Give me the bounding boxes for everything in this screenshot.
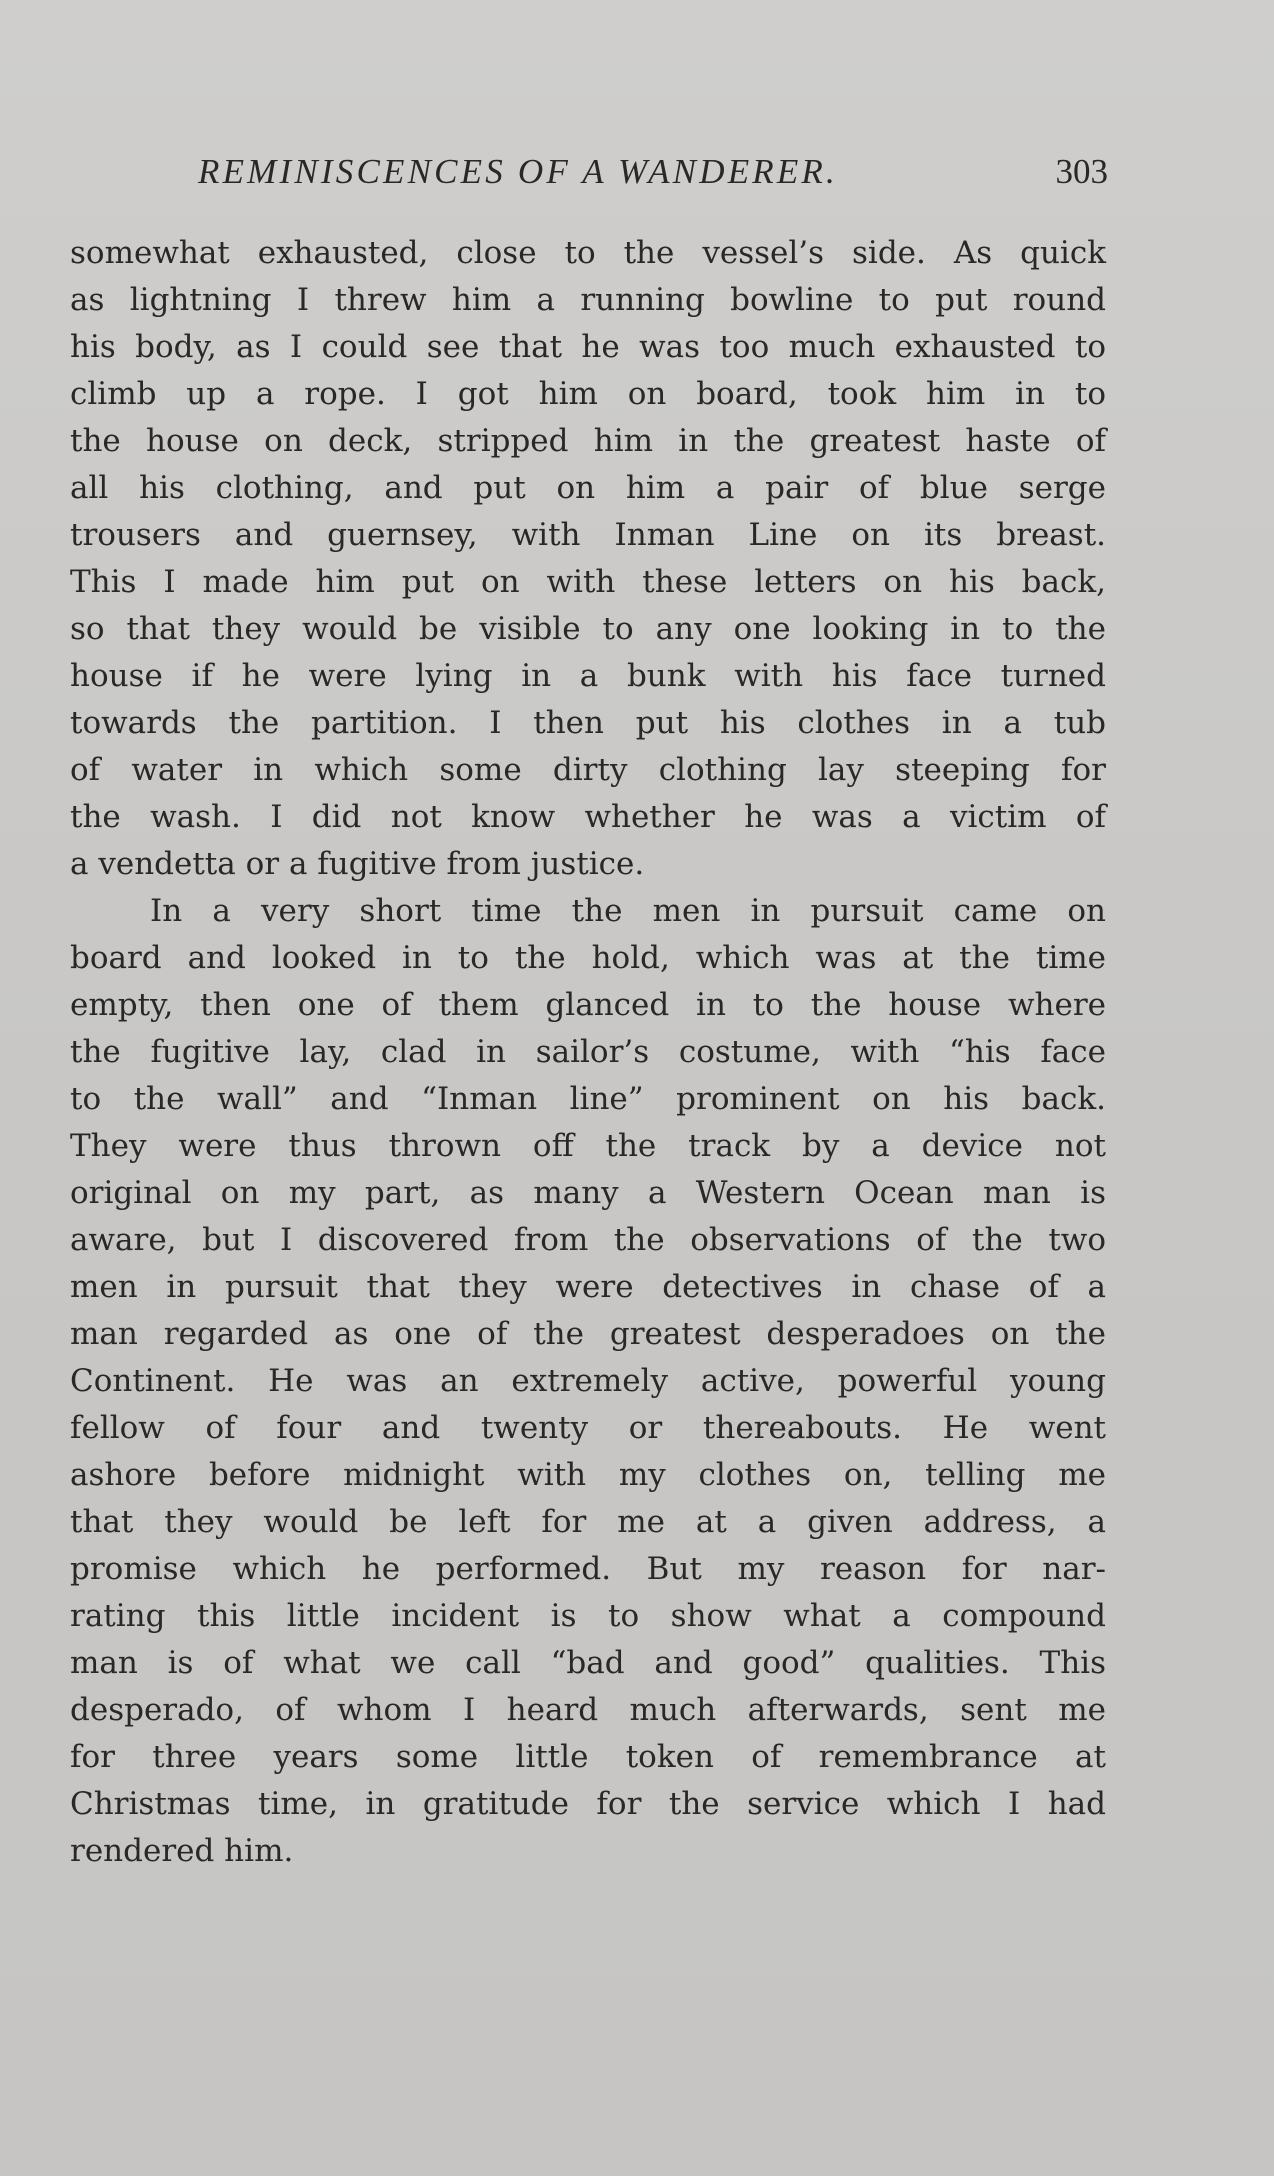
text-line: so that they would be visible to any one looking in to the: [70, 611, 1106, 647]
text-line: man regarded as one of the greatest desperadoes on the: [70, 1316, 1106, 1352]
text-line: as lightning I threw him a running bowline to put round: [70, 282, 1106, 318]
running-title: REMINISCENCES OF A WANDERER.: [198, 152, 838, 191]
text-line: to the wall” and “Inman line” prominent on his back.: [70, 1081, 1106, 1117]
page-number: 303: [1055, 152, 1108, 191]
text-line: Christmas time, in gratitude for the service which I had: [70, 1786, 1106, 1822]
text-line: climb up a rope. I got him on board, took him in to: [70, 376, 1106, 412]
text-line: of water in which some dirty clothing lay steeping for: [70, 752, 1106, 788]
text-line: rating this little incident is to show what a compound: [70, 1598, 1106, 1634]
text-line: rendered him.: [70, 1833, 294, 1869]
text-line: original on my part, as many a Western Ocean man is: [70, 1175, 1106, 1211]
text-line: They were thus thrown off the track by a device not: [70, 1128, 1106, 1164]
body-text: [70, 230, 1106, 1875]
text-line: the wash. I did not know whether he was a victim of: [70, 799, 1106, 835]
text-line: man is of what we call “bad and good” qualities. This: [70, 1645, 1106, 1681]
paragraph: [70, 888, 1106, 1875]
text-line: empty, then one of them glanced in to the house where: [70, 987, 1106, 1023]
text-line: promise which he performed. But my reason for nar-: [70, 1551, 1106, 1587]
text-line: desperado, of whom I heard much afterwards, sent me: [70, 1692, 1106, 1728]
text-line: that they would be left for me at a given address, a: [70, 1504, 1106, 1540]
text-line: aware, but I discovered from the observations of the two: [70, 1222, 1106, 1258]
text-line: board and looked in to the hold, which was at the time: [70, 940, 1106, 976]
text-line: for three years some little token of remembrance at: [70, 1739, 1106, 1775]
text-line: house if he were lying in a bunk with his face turned: [70, 658, 1106, 694]
text-line: ashore before midnight with my clothes on, telling me: [70, 1457, 1106, 1493]
text-line: the fugitive lay, clad in sailor’s costume, with “his face: [70, 1034, 1106, 1070]
text-line: a vendetta or a fugitive from justice.: [70, 846, 645, 882]
text-line: men in pursuit that they were detectives in chase of a: [70, 1269, 1106, 1305]
text-line: somewhat exhausted, close to the vessel’s side. As quick: [70, 235, 1106, 271]
text-line: all his clothing, and put on him a pair of blue serge: [70, 470, 1106, 506]
text-line: This I made him put on with these letters on his back,: [70, 564, 1106, 600]
text-line: Continent. He was an extremely active, powerful young: [70, 1363, 1106, 1399]
paragraph: [70, 230, 1106, 888]
text-line: towards the partition. I then put his clothes in a tub: [70, 705, 1106, 741]
text-line: fellow of four and twenty or thereabouts. He went: [70, 1410, 1106, 1446]
running-head: [68, 152, 1108, 202]
text-line: his body, as I could see that he was too much exhausted to: [70, 329, 1106, 365]
text-line: In a very short time the men in pursuit came on: [150, 893, 1106, 929]
text-line: the house on deck, stripped him in the greatest haste of: [70, 423, 1106, 459]
text-line: trousers and guernsey, with Inman Line on its breast.: [70, 517, 1106, 553]
